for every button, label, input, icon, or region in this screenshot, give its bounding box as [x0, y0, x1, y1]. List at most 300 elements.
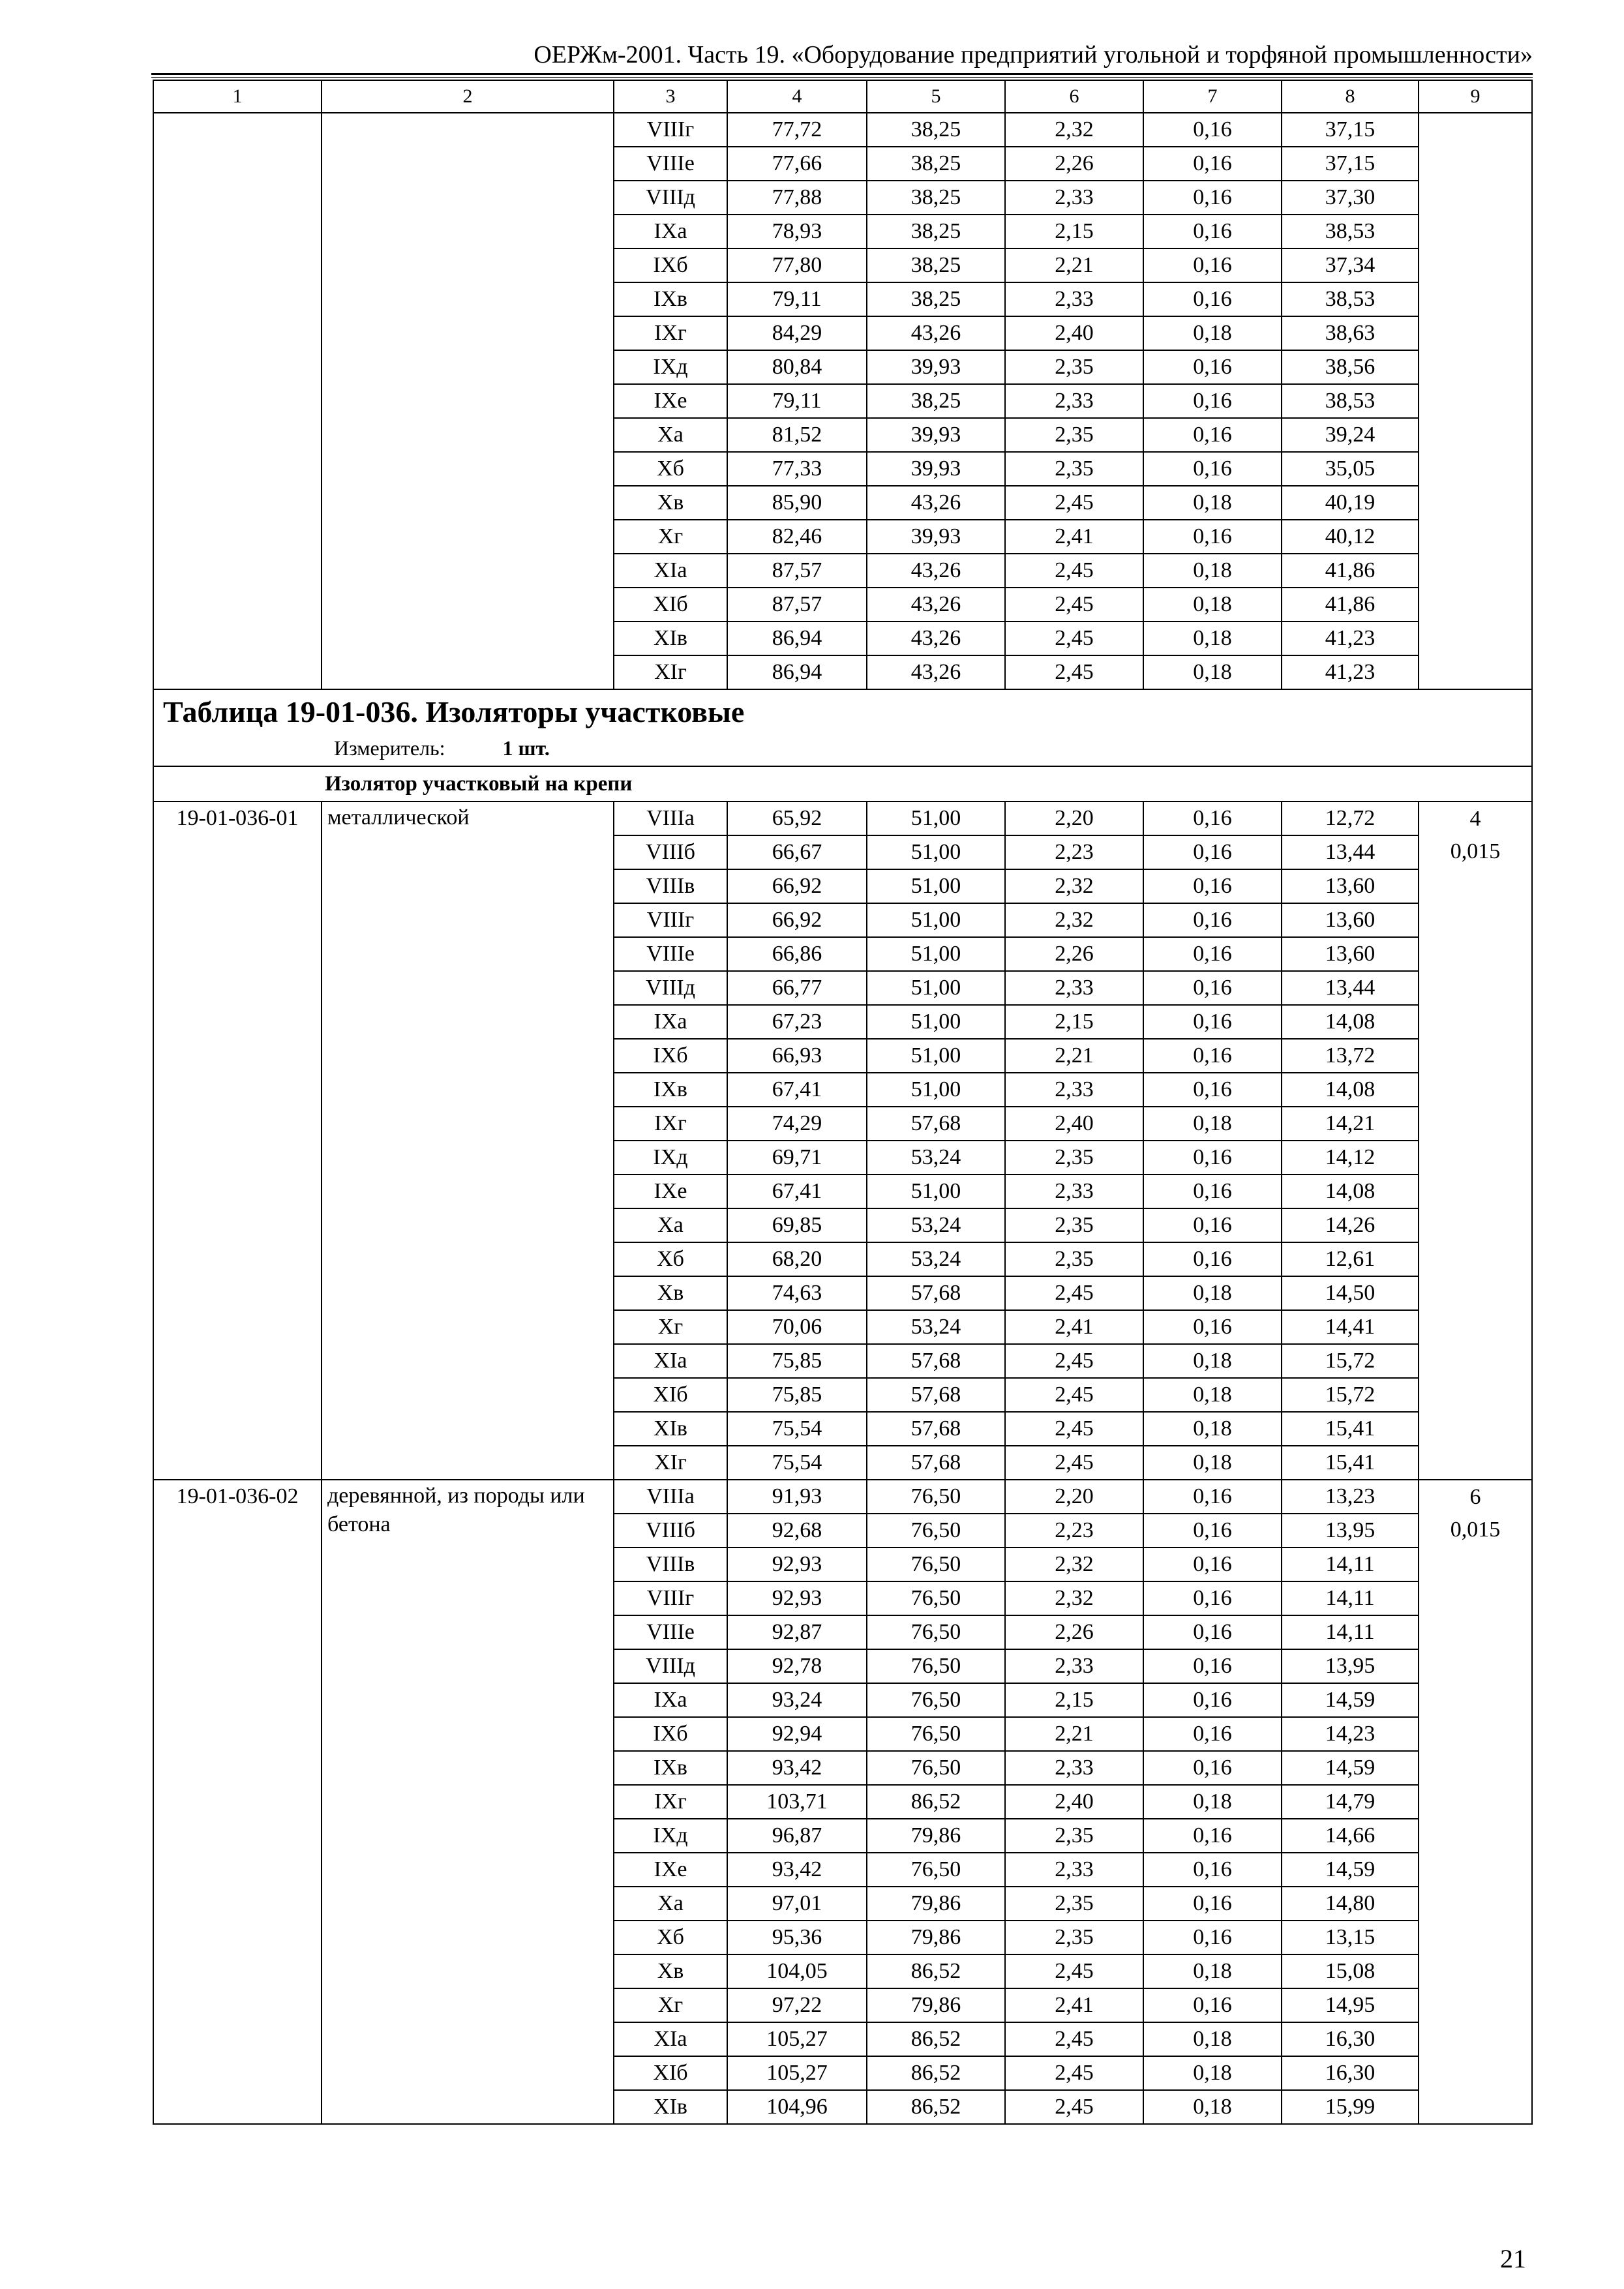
item-code: 19-01-036-01: [153, 801, 322, 1480]
resource-class: XIб: [614, 2056, 727, 2090]
wages: 76,50: [867, 1751, 1005, 1785]
machine-wages: 0,18: [1143, 486, 1282, 520]
total-cost: 75,54: [727, 1412, 867, 1446]
machine-cost: 2,32: [1005, 1548, 1143, 1581]
wages: 86,52: [867, 2022, 1005, 2056]
material-cost: 14,59: [1282, 1853, 1419, 1887]
resource-class: VIIIе: [614, 937, 727, 971]
machine-cost: 2,45: [1005, 486, 1143, 520]
resource-class: VIIIд: [614, 181, 727, 215]
machine-cost: 2,15: [1005, 1683, 1143, 1717]
wages: 53,24: [867, 1242, 1005, 1276]
resource-class: VIIIе: [614, 1615, 727, 1649]
machine-cost: 2,21: [1005, 1039, 1143, 1073]
machine-wages: 0,16: [1143, 350, 1282, 384]
material-cost: 14,08: [1282, 1005, 1419, 1039]
labor-cell-empty: [1419, 113, 1532, 689]
wages: 51,00: [867, 1073, 1005, 1107]
total-cost: 78,93: [727, 215, 867, 248]
machine-cost: 2,33: [1005, 971, 1143, 1005]
machine-cost: 2,45: [1005, 655, 1143, 689]
resource-class: IXв: [614, 1073, 727, 1107]
machine-wages: 0,16: [1143, 1548, 1282, 1581]
wages: 38,25: [867, 282, 1005, 316]
machine-wages: 0,16: [1143, 1751, 1282, 1785]
machine-cost: 2,45: [1005, 1954, 1143, 1988]
total-cost: 79,11: [727, 282, 867, 316]
machine-cost: 2,21: [1005, 1717, 1143, 1751]
machine-wages: 0,16: [1143, 1921, 1282, 1954]
total-cost: 81,52: [727, 418, 867, 452]
total-cost: 65,92: [727, 801, 867, 835]
machine-cost: 2,35: [1005, 452, 1143, 486]
total-cost: 66,77: [727, 971, 867, 1005]
wages: 43,26: [867, 588, 1005, 621]
machine-wages: 0,16: [1143, 452, 1282, 486]
wages: 43,26: [867, 486, 1005, 520]
total-cost: 75,85: [727, 1378, 867, 1412]
total-cost: 92,94: [727, 1717, 867, 1751]
material-cost: 14,08: [1282, 1174, 1419, 1208]
resource-class: XIв: [614, 2090, 727, 2124]
material-cost: 14,79: [1282, 1785, 1419, 1819]
resource-class: VIIIб: [614, 1514, 727, 1548]
wages: 76,50: [867, 1717, 1005, 1751]
total-cost: 74,63: [727, 1276, 867, 1310]
resource-class: VIIIг: [614, 113, 727, 147]
wages: 51,00: [867, 835, 1005, 869]
wages: 76,50: [867, 1615, 1005, 1649]
machine-cost: 2,32: [1005, 1581, 1143, 1615]
machine-cost: 2,35: [1005, 1887, 1143, 1921]
material-cost: 14,95: [1282, 1988, 1419, 2022]
machine-cost: 2,35: [1005, 418, 1143, 452]
machine-wages: 0,18: [1143, 1344, 1282, 1378]
item-name: металлической: [322, 801, 614, 1480]
wages: 86,52: [867, 1785, 1005, 1819]
machine-wages: 0,16: [1143, 1208, 1282, 1242]
wages: 53,24: [867, 1310, 1005, 1344]
total-cost: 92,87: [727, 1615, 867, 1649]
machine-cost: 2,21: [1005, 248, 1143, 282]
machine-cost: 2,26: [1005, 937, 1143, 971]
total-cost: 67,23: [727, 1005, 867, 1039]
labor-hours: 6: [1419, 1480, 1532, 1514]
machine-cost: 2,26: [1005, 1615, 1143, 1649]
resource-class: IXв: [614, 282, 727, 316]
wages: 57,68: [867, 1446, 1005, 1480]
wages: 57,68: [867, 1276, 1005, 1310]
machine-cost: 2,45: [1005, 1276, 1143, 1310]
column-number: 5: [867, 80, 1005, 113]
machine-wages: 0,18: [1143, 316, 1282, 350]
total-cost: 87,57: [727, 588, 867, 621]
item-name: деревянной, из породы или бетона: [322, 1480, 614, 2124]
machine-wages: 0,16: [1143, 869, 1282, 903]
material-cost: 13,95: [1282, 1514, 1419, 1548]
material-cost: 15,99: [1282, 2090, 1419, 2124]
material-cost: 15,41: [1282, 1446, 1419, 1480]
resource-class: XIв: [614, 1412, 727, 1446]
total-cost: 77,88: [727, 181, 867, 215]
machine-cost: 2,40: [1005, 1107, 1143, 1141]
resource-class: IXа: [614, 1683, 727, 1717]
machine-cost: 2,20: [1005, 1480, 1143, 1514]
total-cost: 96,87: [727, 1819, 867, 1853]
machine-wages: 0,16: [1143, 1242, 1282, 1276]
wages: 86,52: [867, 2056, 1005, 2090]
machine-wages: 0,16: [1143, 181, 1282, 215]
resource-class: VIIIд: [614, 971, 727, 1005]
resource-class: IXа: [614, 215, 727, 248]
resource-class: IXб: [614, 248, 727, 282]
total-cost: 70,06: [727, 1310, 867, 1344]
resource-class: XIв: [614, 621, 727, 655]
column-number: 8: [1282, 80, 1419, 113]
wages: 51,00: [867, 937, 1005, 971]
material-cost: 16,30: [1282, 2022, 1419, 2056]
machine-cost: 2,20: [1005, 801, 1143, 835]
material-cost: 12,72: [1282, 801, 1419, 835]
resource-class: VIIIд: [614, 1649, 727, 1683]
norms-table: [153, 80, 1533, 2125]
material-cost: 37,15: [1282, 113, 1419, 147]
machine-cost: 2,40: [1005, 1785, 1143, 1819]
material-cost: 41,86: [1282, 588, 1419, 621]
resource-class: Xг: [614, 1310, 727, 1344]
wages: 76,50: [867, 1683, 1005, 1717]
machine-wages: 0,16: [1143, 1887, 1282, 1921]
machine-wages: 0,16: [1143, 1717, 1282, 1751]
wages: 51,00: [867, 1174, 1005, 1208]
machine-wages: 0,18: [1143, 2056, 1282, 2090]
wages: 43,26: [867, 554, 1005, 588]
machine-wages: 0,18: [1143, 1954, 1282, 1988]
resource-class: VIIIг: [614, 1581, 727, 1615]
machine-cost: 2,35: [1005, 1921, 1143, 1954]
total-cost: 84,29: [727, 316, 867, 350]
material-cost: 14,59: [1282, 1751, 1419, 1785]
wages: 76,50: [867, 1581, 1005, 1615]
machine-cost: 2,35: [1005, 1141, 1143, 1174]
resource-class: IXе: [614, 384, 727, 418]
material-cost: 13,72: [1282, 1039, 1419, 1073]
wages: 57,68: [867, 1107, 1005, 1141]
material-cost: 13,60: [1282, 937, 1419, 971]
machine-cost: 2,41: [1005, 520, 1143, 554]
machine-cost: 2,33: [1005, 1174, 1143, 1208]
machine-wages: 0,18: [1143, 1446, 1282, 1480]
subheading-row: [153, 766, 1532, 801]
resource-class: Xа: [614, 1208, 727, 1242]
table-row: [153, 1480, 1532, 1514]
machine-wages: 0,16: [1143, 1853, 1282, 1887]
wages: 76,50: [867, 1548, 1005, 1581]
machine-cost: 2,32: [1005, 903, 1143, 937]
machine-cost: 2,33: [1005, 384, 1143, 418]
wages: 79,86: [867, 1988, 1005, 2022]
material-cost: 15,08: [1282, 1954, 1419, 1988]
machine-wages: 0,16: [1143, 215, 1282, 248]
measure-line: [163, 732, 1531, 764]
machine-wages: 0,16: [1143, 937, 1282, 971]
resource-class: IXа: [614, 1005, 727, 1039]
material-cost: 14,11: [1282, 1548, 1419, 1581]
column-number: 4: [727, 80, 867, 113]
wages: 86,52: [867, 2090, 1005, 2124]
material-cost: 40,12: [1282, 520, 1419, 554]
machine-wages: 0,16: [1143, 801, 1282, 835]
resource-class: Xв: [614, 486, 727, 520]
material-cost: 14,11: [1282, 1615, 1419, 1649]
resource-class: IXг: [614, 316, 727, 350]
resource-class: VIIIа: [614, 801, 727, 835]
labor-machine-hours: 0,015: [1419, 1514, 1532, 2124]
wages: 51,00: [867, 801, 1005, 835]
wages: 57,68: [867, 1412, 1005, 1446]
resource-class: VIIIв: [614, 1548, 727, 1581]
machine-wages: 0,16: [1143, 903, 1282, 937]
wages: 38,25: [867, 384, 1005, 418]
wages: 39,93: [867, 452, 1005, 486]
material-cost: 38,53: [1282, 282, 1419, 316]
material-cost: 38,53: [1282, 215, 1419, 248]
machine-cost: 2,32: [1005, 869, 1143, 903]
total-cost: 67,41: [727, 1073, 867, 1107]
machine-cost: 2,45: [1005, 2090, 1143, 2124]
resource-class: XIа: [614, 2022, 727, 2056]
wages: 76,50: [867, 1514, 1005, 1548]
material-cost: 41,86: [1282, 554, 1419, 588]
machine-wages: 0,18: [1143, 1785, 1282, 1819]
machine-wages: 0,16: [1143, 1819, 1282, 1853]
machine-cost: 2,33: [1005, 1853, 1143, 1887]
total-cost: 104,96: [727, 2090, 867, 2124]
total-cost: 91,93: [727, 1480, 867, 1514]
machine-cost: 2,33: [1005, 282, 1143, 316]
resource-class: IXв: [614, 1751, 727, 1785]
material-cost: 14,11: [1282, 1581, 1419, 1615]
machine-wages: 0,16: [1143, 971, 1282, 1005]
material-cost: 38,53: [1282, 384, 1419, 418]
machine-cost: 2,35: [1005, 350, 1143, 384]
total-cost: 82,46: [727, 520, 867, 554]
wages: 38,25: [867, 248, 1005, 282]
machine-cost: 2,15: [1005, 1005, 1143, 1039]
machine-wages: 0,18: [1143, 1412, 1282, 1446]
machine-wages: 0,18: [1143, 2022, 1282, 2056]
machine-wages: 0,16: [1143, 418, 1282, 452]
wages: 43,26: [867, 655, 1005, 689]
wages: 53,24: [867, 1208, 1005, 1242]
machine-cost: 2,45: [1005, 1446, 1143, 1480]
resource-class: IXе: [614, 1174, 727, 1208]
item-code: 19-01-036-02: [153, 1480, 322, 2124]
resource-class: VIIIв: [614, 869, 727, 903]
material-cost: 14,23: [1282, 1717, 1419, 1751]
machine-cost: 2,45: [1005, 1344, 1143, 1378]
resource-class: Xа: [614, 1887, 727, 1921]
machine-cost: 2,35: [1005, 1819, 1143, 1853]
total-cost: 77,80: [727, 248, 867, 282]
total-cost: 87,57: [727, 554, 867, 588]
wages: 79,86: [867, 1819, 1005, 1853]
material-cost: 13,60: [1282, 903, 1419, 937]
total-cost: 86,94: [727, 655, 867, 689]
total-cost: 97,22: [727, 1988, 867, 2022]
machine-wages: 0,16: [1143, 1683, 1282, 1717]
total-cost: 105,27: [727, 2022, 867, 2056]
material-cost: 37,30: [1282, 181, 1419, 215]
resource-class: Xв: [614, 1954, 727, 1988]
resource-class: Xб: [614, 1242, 727, 1276]
total-cost: 103,71: [727, 1785, 867, 1819]
total-cost: 68,20: [727, 1242, 867, 1276]
machine-wages: 0,16: [1143, 1005, 1282, 1039]
wages: 51,00: [867, 1005, 1005, 1039]
total-cost: 97,01: [727, 1887, 867, 1921]
resource-class: Xв: [614, 1276, 727, 1310]
table-row: [153, 801, 1532, 835]
material-cost: 14,12: [1282, 1141, 1419, 1174]
resource-class: IXе: [614, 1853, 727, 1887]
total-cost: 92,93: [727, 1581, 867, 1615]
resource-class: XIа: [614, 1344, 727, 1378]
machine-wages: 0,18: [1143, 1276, 1282, 1310]
machine-wages: 0,16: [1143, 520, 1282, 554]
machine-cost: 2,45: [1005, 1378, 1143, 1412]
material-cost: 13,60: [1282, 869, 1419, 903]
wages: 57,68: [867, 1378, 1005, 1412]
machine-cost: 2,40: [1005, 316, 1143, 350]
machine-wages: 0,16: [1143, 1174, 1282, 1208]
material-cost: 14,26: [1282, 1208, 1419, 1242]
material-cost: 15,72: [1282, 1378, 1419, 1412]
wages: 39,93: [867, 418, 1005, 452]
machine-cost: 2,45: [1005, 588, 1143, 621]
wages: 57,68: [867, 1344, 1005, 1378]
labor-machine-hours: 0,015: [1419, 835, 1532, 1480]
total-cost: 66,86: [727, 937, 867, 971]
machine-wages: 0,16: [1143, 835, 1282, 869]
wages: 51,00: [867, 869, 1005, 903]
total-cost: 79,11: [727, 384, 867, 418]
machine-wages: 0,16: [1143, 1514, 1282, 1548]
total-cost: 66,67: [727, 835, 867, 869]
machine-wages: 0,16: [1143, 1480, 1282, 1514]
resource-class: Xг: [614, 520, 727, 554]
machine-cost: 2,15: [1005, 215, 1143, 248]
wages: 51,00: [867, 1039, 1005, 1073]
wages: 43,26: [867, 621, 1005, 655]
total-cost: 104,05: [727, 1954, 867, 1988]
resource-class: XIб: [614, 1378, 727, 1412]
machine-cost: 2,41: [1005, 1988, 1143, 2022]
machine-cost: 2,45: [1005, 621, 1143, 655]
header-rule-thin: [151, 77, 1533, 78]
resource-class: IXд: [614, 1141, 727, 1174]
total-cost: 75,85: [727, 1344, 867, 1378]
machine-wages: 0,16: [1143, 1039, 1282, 1073]
material-cost: 15,72: [1282, 1344, 1419, 1378]
resource-class: Xб: [614, 1921, 727, 1954]
wages: 79,86: [867, 1887, 1005, 1921]
total-cost: 105,27: [727, 2056, 867, 2090]
resource-class: IXб: [614, 1039, 727, 1073]
machine-wages: 0,16: [1143, 248, 1282, 282]
material-cost: 16,30: [1282, 2056, 1419, 2090]
column-number: 7: [1143, 80, 1282, 113]
material-cost: 38,63: [1282, 316, 1419, 350]
wages: 38,25: [867, 147, 1005, 181]
machine-wages: 0,16: [1143, 1649, 1282, 1683]
page-header-title: ОЕРЖм-2001. Часть 19. «Оборудование предприятий угольной и торфяной промышленности»: [534, 41, 1533, 68]
name-cell-empty: [322, 113, 614, 689]
wages: 76,50: [867, 1649, 1005, 1683]
column-number: 6: [1005, 80, 1143, 113]
machine-wages: 0,18: [1143, 621, 1282, 655]
material-cost: 13,44: [1282, 835, 1419, 869]
machine-cost: 2,33: [1005, 1649, 1143, 1683]
total-cost: 80,84: [727, 350, 867, 384]
page-number: 21: [1500, 2244, 1526, 2273]
table-title-cell: [153, 689, 1532, 766]
total-cost: 77,33: [727, 452, 867, 486]
machine-cost: 2,33: [1005, 181, 1143, 215]
table-title-row: [153, 689, 1532, 766]
column-number: 2: [322, 80, 614, 113]
table-title: Таблица 19-01-036. Изоляторы участковые: [163, 695, 745, 728]
wages: 38,25: [867, 215, 1005, 248]
total-cost: 93,42: [727, 1853, 867, 1887]
material-cost: 14,08: [1282, 1073, 1419, 1107]
resource-class: XIг: [614, 1446, 727, 1480]
machine-wages: 0,16: [1143, 384, 1282, 418]
total-cost: 86,94: [727, 621, 867, 655]
machine-cost: 2,45: [1005, 2056, 1143, 2090]
material-cost: 35,05: [1282, 452, 1419, 486]
material-cost: 38,56: [1282, 350, 1419, 384]
total-cost: 95,36: [727, 1921, 867, 1954]
material-cost: 13,15: [1282, 1921, 1419, 1954]
machine-wages: 0,18: [1143, 554, 1282, 588]
machine-wages: 0,18: [1143, 655, 1282, 689]
resource-class: Xа: [614, 418, 727, 452]
total-cost: 77,72: [727, 113, 867, 147]
resource-class: Xг: [614, 1988, 727, 2022]
wages: 53,24: [867, 1141, 1005, 1174]
material-cost: 13,95: [1282, 1649, 1419, 1683]
machine-wages: 0,16: [1143, 1141, 1282, 1174]
total-cost: 92,78: [727, 1649, 867, 1683]
resource-class: VIIIе: [614, 147, 727, 181]
machine-wages: 0,16: [1143, 1988, 1282, 2022]
column-number-row: [153, 80, 1532, 113]
resource-class: VIIIг: [614, 903, 727, 937]
resource-class: Xб: [614, 452, 727, 486]
machine-wages: 0,18: [1143, 588, 1282, 621]
machine-wages: 0,16: [1143, 1581, 1282, 1615]
machine-wages: 0,16: [1143, 113, 1282, 147]
total-cost: 75,54: [727, 1446, 867, 1480]
wages: 79,86: [867, 1921, 1005, 1954]
material-cost: 14,21: [1282, 1107, 1419, 1141]
wages: 38,25: [867, 181, 1005, 215]
column-number: 3: [614, 80, 727, 113]
machine-wages: 0,16: [1143, 147, 1282, 181]
material-cost: 14,41: [1282, 1310, 1419, 1344]
material-cost: 37,34: [1282, 248, 1419, 282]
